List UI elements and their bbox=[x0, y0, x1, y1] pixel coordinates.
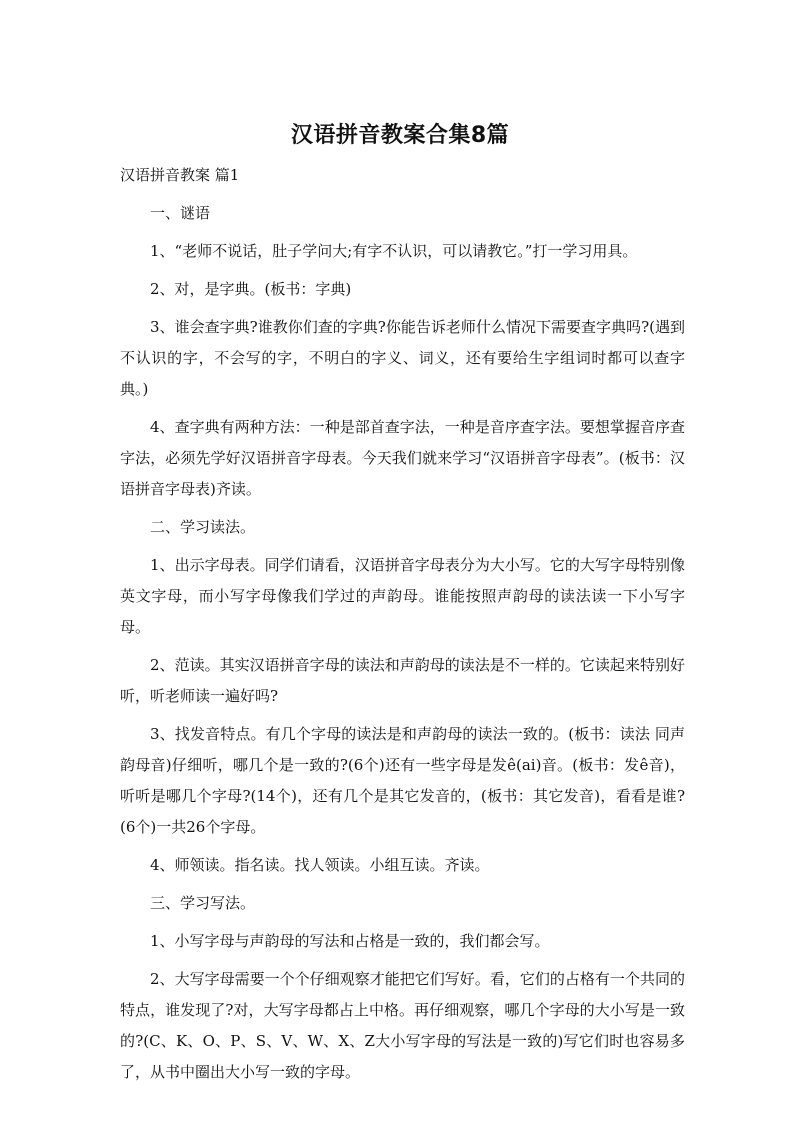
paragraph: 2、大写字母需要一个个仔细观察才能把它们写好。看，它们的占格有一个共同的特点，谁发现了?对，大写字母都占上中格。再仔细观察，哪几个字母的大小写是一致的?(C、K、O、P、S、V、W、X、Z大小写字母的写法是一致的)写它们时也容易多了，从书中圈出大小写一致的字母。 bbox=[120, 970, 685, 1081]
document-title: 汉语拼音教案合集8篇 bbox=[290, 123, 510, 148]
document-body bbox=[120, 160, 685, 1095]
paragraph: 2、范读。其实汉语拼音字母的读法和声韵母的读法是不一样的。它读起来特别好听，听老师读一遍好吗? bbox=[120, 656, 685, 705]
paragraph: 4、查字典有两种方法：一种是部首查字法，一种是音序查字法。要想掌握音序查字法，必须先学好汉语拼音字母表。今天我们就来学习“汉语拼音字母表”。(板书：汉语拼音字母表)齐读。 bbox=[120, 418, 685, 498]
paragraph: 二、学习读法。 bbox=[150, 518, 256, 536]
paragraph: 一、谜语 bbox=[150, 204, 211, 222]
paragraph: 1、“老师不说话，肚子学问大;有字不认识，可以请教它。”打一学习用具。 bbox=[150, 242, 638, 260]
paragraph: 1、小写字母与声韵母的写法和占格是一致的，我们都会写。 bbox=[150, 932, 550, 950]
paragraph: 2、对，是字典。(板书：字典) bbox=[150, 280, 352, 298]
paragraph: 4、师领读。指名读。找人领读。小组互读。齐读。 bbox=[150, 856, 490, 874]
paragraph: 三、学习写法。 bbox=[150, 894, 256, 912]
section-heading: 汉语拼音教案 篇1 bbox=[120, 166, 240, 184]
paragraph: 1、出示字母表。同学们请看，汉语拼音字母表分为大小写。它的大写字母特别像英文字母，而小写字母像我们学过的声韵母。谁能按照声韵母的读法读一下小写字母。 bbox=[120, 556, 685, 636]
paragraph: 3、谁会查字典?谁教你们查的字典?你能告诉老师什么情况下需要查字典吗?(遇到不认识的字，不会写的字，不明白的字义、词义，还有要给生字组词时都可以查字典。) bbox=[120, 318, 685, 398]
paragraph: 3、找发音特点。有几个字母的读法是和声韵母的读法一致的。(板书：读法 同声韵母音)仔细听，哪几个是一致的?(6个)还有一些字母是发ê(ai)音。(板书：发ê音)，听听是哪几个字母?(14个)，还有几个是其它发音的，(板书：其它发音)，看看是谁?(6个)一共26个字母。 bbox=[120, 725, 685, 836]
